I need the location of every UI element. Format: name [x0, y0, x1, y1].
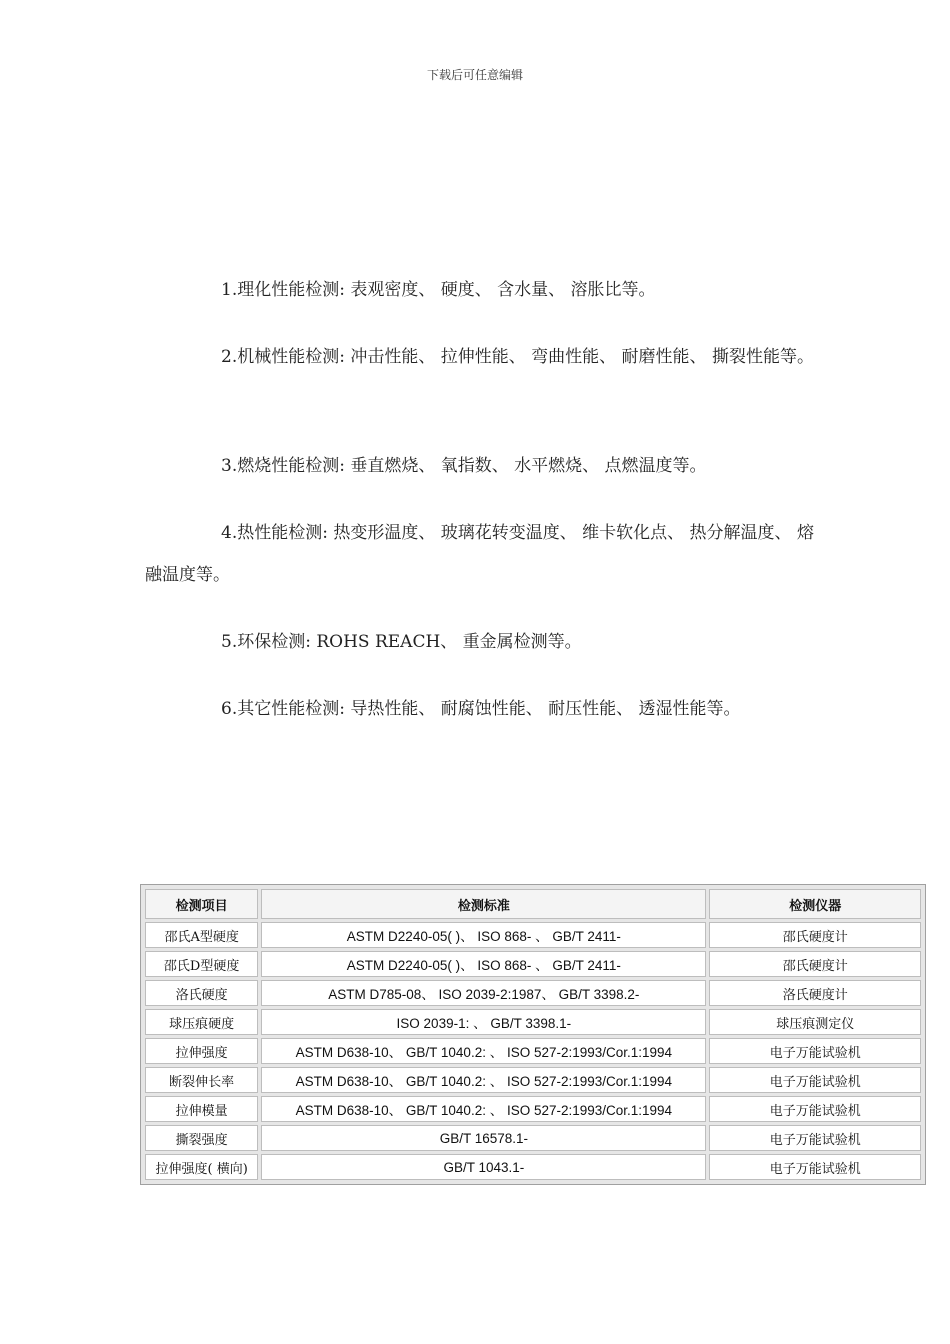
cell-test-item: 球压痕硬度	[145, 1009, 258, 1035]
test-standards-table	[142, 886, 924, 1183]
cell-test-item: 拉伸模量	[145, 1096, 258, 1122]
cell-test-instrument: 电子万能试验机	[709, 1038, 921, 1064]
table-row	[145, 951, 921, 977]
cell-test-standard: ASTM D638-10、 GB/T 1040.2: 、 ISO 527-2:1993/Cor.1:1994	[261, 1067, 706, 1093]
paragraph-environmental: 5.环保检测: ROHS REACH、 重金属检测等。	[221, 632, 582, 652]
table-row	[145, 1096, 921, 1122]
paragraph-other: 6.其它性能检测: 导热性能、 耐腐蚀性能、 耐压性能、 透湿性能等。	[221, 699, 741, 719]
cell-test-item: 邵氏A型硬度	[145, 922, 258, 948]
cell-test-standard: GB/T 16578.1-	[261, 1125, 706, 1151]
cell-test-instrument: 电子万能试验机	[709, 1154, 921, 1180]
cell-test-item: 撕裂强度	[145, 1125, 258, 1151]
cell-test-instrument: 电子万能试验机	[709, 1096, 921, 1122]
cell-test-instrument: 电子万能试验机	[709, 1067, 921, 1093]
paragraph-combustion: 3.燃烧性能检测: 垂直燃烧、 氧指数、 水平燃烧、 点燃温度等。	[221, 456, 707, 476]
cell-test-standard: ASTM D785-08、 ISO 2039-2:1987、 GB/T 3398.2-	[261, 980, 706, 1006]
table-row	[145, 980, 921, 1006]
cell-test-standard: ISO 2039-1: 、 GB/T 3398.1-	[261, 1009, 706, 1035]
cell-test-item: 洛氏硬度	[145, 980, 258, 1006]
table-row	[145, 1067, 921, 1093]
cell-test-instrument: 电子万能试验机	[709, 1125, 921, 1151]
cell-test-instrument: 邵氏硬度计	[709, 951, 921, 977]
cell-test-instrument: 邵氏硬度计	[709, 922, 921, 948]
table-row	[145, 1038, 921, 1064]
paragraph-thermal: 4.热性能检测: 热变形温度、 玻璃花转变温度、 维卡软化点、 热分解温度、 熔融温度等。	[145, 523, 814, 585]
cell-test-item: 邵氏D型硬度	[145, 951, 258, 977]
header-test-instrument: 检测仪器	[709, 889, 921, 919]
cell-test-instrument: 洛氏硬度计	[709, 980, 921, 1006]
cell-test-item: 拉伸强度( 横向)	[145, 1154, 258, 1180]
table-row	[145, 1009, 921, 1035]
table-row	[145, 1154, 921, 1180]
table-row	[145, 922, 921, 948]
header-test-standard: 检测标准	[261, 889, 706, 919]
cell-test-instrument: 球压痕测定仪	[709, 1009, 921, 1035]
cell-test-standard: ASTM D638-10、 GB/T 1040.2: 、 ISO 527-2:1993/Cor.1:1994	[261, 1038, 706, 1064]
cell-test-standard: ASTM D638-10、 GB/T 1040.2: 、 ISO 527-2:1993/Cor.1:1994	[261, 1096, 706, 1122]
cell-test-standard: ASTM D2240-05( )、 ISO 868- 、 GB/T 2411-	[261, 951, 706, 977]
test-standards-table-wrapper	[140, 884, 926, 1185]
table-header-row	[145, 889, 921, 919]
paragraph-mechanical: 2.机械性能检测: 冲击性能、 拉伸性能、 弯曲性能、 耐磨性能、 撕裂性能等。	[221, 347, 814, 367]
header-note: 下载后可任意编辑	[426, 68, 523, 82]
paragraph-physical-chemical: 1.理化性能检测: 表观密度、 硬度、 含水量、 溶胀比等。	[221, 280, 656, 300]
header-test-item: 检测项目	[145, 889, 258, 919]
table-row	[145, 1125, 921, 1151]
cell-test-item: 断裂伸长率	[145, 1067, 258, 1093]
cell-test-standard: GB/T 1043.1-	[261, 1154, 706, 1180]
cell-test-standard: ASTM D2240-05( )、 ISO 868- 、 GB/T 2411-	[261, 922, 706, 948]
cell-test-item: 拉伸强度	[145, 1038, 258, 1064]
